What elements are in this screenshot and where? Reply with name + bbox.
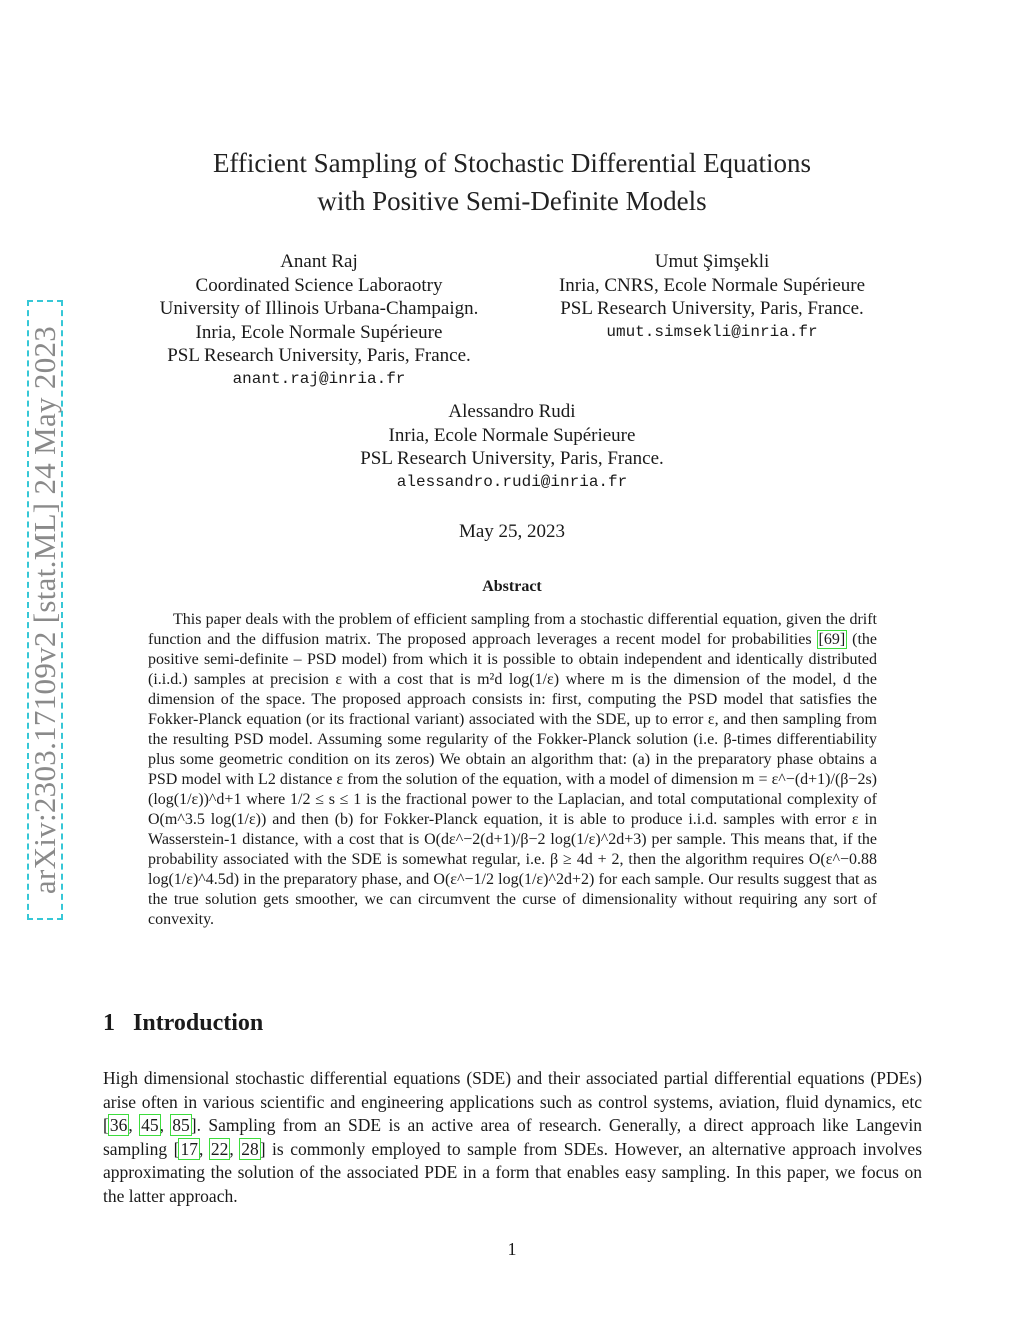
author-affiliation: University of Illinois Urbana-Champaign. <box>159 298 479 319</box>
author-name: Anant Raj <box>280 251 358 272</box>
abstract-text <box>148 610 877 930</box>
section-heading-introduction <box>103 1010 263 1037</box>
paper-title <box>0 144 1024 220</box>
author-affiliation: Coordinated Science Laboraotry <box>195 274 443 296</box>
citation-link-36[interactable]: 36 <box>109 1115 128 1135</box>
citation-link-45[interactable]: 45 <box>141 1115 159 1135</box>
author-affiliation: Inria, CNRS, Ecole Normale Supérieure <box>558 274 866 296</box>
author-name: Umut Şimşekli <box>654 251 770 272</box>
paper-date: May 25, 2023 <box>458 521 566 542</box>
introduction-paragraph: High dimensional stochastic differential equations (SDE) and their associated partial differential equations (PDEs) arise often in various scientific and engineering applications such as control systems, aviation, fluid dynamics, etc [36, 45, 85]. Sampling from an SDE is an active area of research. Generally, a direct approach like Langevin sampling [17, 22, 28] is commonly employed to sample from SDEs. However, an alternative approach involves approximating the solution of the associated PDE in a form that enables easy sampling. In this paper, we focus on the latter approach. <box>103 1068 923 1206</box>
author-block-2 <box>532 250 892 344</box>
author-block-1 <box>138 250 500 391</box>
arxiv-identifier-stamp <box>27 300 63 920</box>
citation-link-22[interactable]: 22 <box>210 1138 229 1159</box>
author-affiliation: Inria, Ecole Normale Supérieure <box>388 424 636 446</box>
citation-link-85[interactable]: 85 <box>172 1115 190 1135</box>
page-number: 1 <box>507 1239 517 1259</box>
section-title: Introduction <box>133 1010 264 1036</box>
title-line-1: Efficient Sampling of Stochastic Differential Equations <box>212 148 812 178</box>
abstract-text-part-2: (the positive semi-definite – PSD model) from which it is possible to obtain independent and identically distributed (i.i.d.) samples at precision ε with a cost that is m²d log(1/ε) where m is the dimension of the model, d the dimension of the space. The proposed approach consists in: first, computing the PSD model that satisfies the Fokker-Planck equation (or its fractional variant) associated with the SDE, up to error ε, and then sampling from the resulting PSD model. Assuming some regularity of the Fokker-Planck solution (i.e. β-times differentiability plus some geometric condition on its zeros) We obtain an algorithm that: (a) in the preparatory phase obtains a PSD model with L2 distance ε from the solution of the equation, with a model of dimension m = ε^−(d+1)/(β−2s) (log(1/ε))^d+1 where 1/2 ≤ s ≤ 1 is the fractional power to the Laplacian, and total computational complexity of O(m^3.5 log(1/ε)) and then (b) for Fokker-Planck equation, it is able to produce i.i.d. samples with error ε in Wasserstein-1 distance, with a cost that is O(dε^−2(d+1)/β−2 log(1/ε)^2d+3) per sample. This means that, if the probability associated with the SDE is somewhat regular, i.e. β ≥ 4d + 2, then the algorithm requires O(ε^−0.88 log(1/ε)^4.5d) in the preparatory phase, and O(ε^−1/2 log(1/ε)^2d+2) for each sample. Our results suggest that as the true solution gets smoother, we can circumvent the curse of dimensionality without requiring any sort of convexity. <box>148 631 878 928</box>
arxiv-identifier-text: arXiv:2303.17109v2 [stat.ML] 24 May 2023 <box>27 325 62 895</box>
author-name: Alessandro Rudi <box>448 401 576 422</box>
author-affiliation: Inria, Ecole Normale Supérieure <box>195 321 443 343</box>
author-affiliation: PSL Research University, Paris, France. <box>560 298 864 319</box>
citation-link-28[interactable]: 28 <box>241 1138 259 1159</box>
section-number: 1 <box>103 1010 115 1036</box>
citation-link-17[interactable]: 17 <box>180 1138 198 1159</box>
author-email[interactable]: alessandro.rudi@inria.fr <box>396 472 628 491</box>
intro-text-part-3: ] is commonly employed to sample from SDEs. However, an alternative approach involves approximating the solution of the associated PDE in a form that enables easy sampling. In this paper, we focus on the latter approach. <box>103 1138 923 1206</box>
abstract-heading: Abstract <box>482 578 542 595</box>
title-line-2: with Positive Semi-Definite Models <box>317 186 707 216</box>
author-affiliation: PSL Research University, Paris, France. <box>360 448 664 469</box>
author-block-3 <box>312 400 712 494</box>
author-email[interactable]: umut.simsekli@inria.fr <box>606 322 818 341</box>
author-affiliation: PSL Research University, Paris, France. <box>167 345 471 366</box>
intro-text-part-2: ]. Sampling from an SDE is an active area of research. Generally, a direct approach like Langevin sampling [ <box>103 1115 922 1159</box>
intro-text-part-1: High dimensional stochastic differential equations (SDE) and their associated partial differential equations (PDEs) arise often in various scientific and engineering applications such as control systems, aviation, fluid dynamics, etc [ <box>103 1068 922 1135</box>
citation-link-69[interactable]: [69] <box>818 631 846 648</box>
abstract-text-part-1: This paper deals with the problem of efficient sampling from a stochastic differential equation, given the drift function and the diffusion matrix. The proposed approach leverages a recent model for probabilities <box>148 611 877 648</box>
author-email[interactable]: anant.raj@inria.fr <box>232 369 406 388</box>
